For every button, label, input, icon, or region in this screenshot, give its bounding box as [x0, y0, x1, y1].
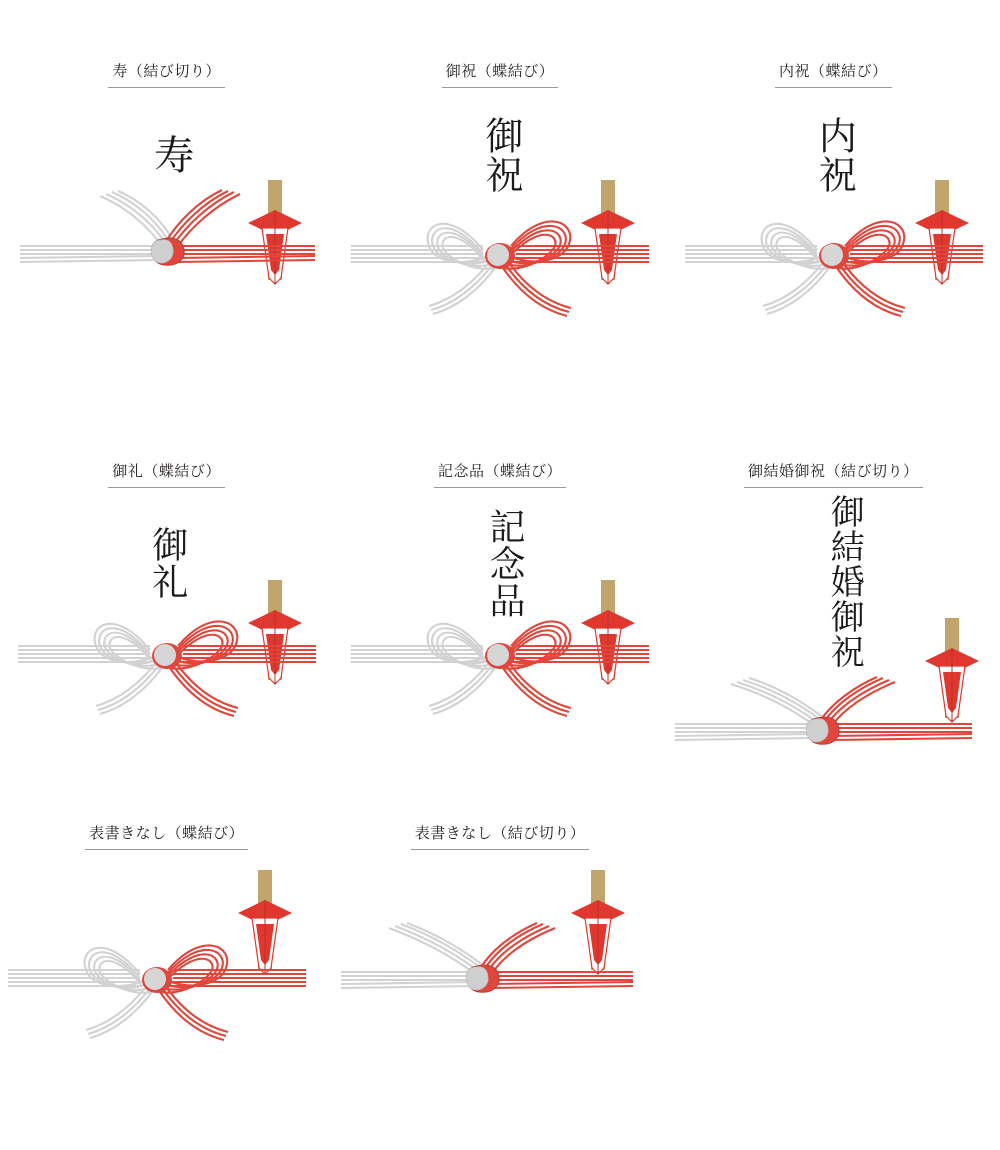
omotegaki-title: 内祝 [812, 116, 857, 194]
omotegaki-title: 御礼 [146, 526, 188, 600]
noshi-card-kotobuki-musubikiri [0, 0, 333, 400]
noshi-ornament [581, 580, 635, 684]
caption [333, 800, 666, 850]
mizuhiki-silver-left [685, 224, 829, 314]
caption-label: 内祝（蝶結び） [775, 60, 892, 88]
noshi-artwork [0, 88, 333, 388]
noshi-artwork [667, 488, 1000, 788]
caption [0, 400, 333, 488]
caption-label: 御礼（蝶結び） [108, 460, 225, 488]
caption-label: 表書きなし（蝶結び） [85, 822, 248, 850]
mizuhiki-silver-left [351, 624, 495, 714]
noshi-artwork [0, 850, 333, 1150]
caption [667, 0, 1000, 88]
caption [0, 0, 333, 88]
omotegaki-title: 御結婚御祝 [824, 494, 865, 669]
caption [667, 400, 1000, 488]
omotegaki-title: 寿 [147, 134, 194, 175]
noshi-card-nashi-musubikiri [333, 800, 666, 1107]
mizuhiki-knot [819, 243, 849, 269]
mizuhiki-chomusubi-svg [0, 850, 333, 1110]
mizuhiki-silver-left [8, 948, 152, 1038]
caption [333, 0, 666, 88]
caption-label: 御祝（蝶結び） [442, 60, 559, 88]
noshi-ornament [248, 580, 302, 684]
noshi-ornament [915, 180, 969, 284]
mizuhiki-knot [152, 643, 182, 669]
caption-label: 表書きなし（結び切り） [411, 822, 590, 850]
noshi-card-uchiiwai-chomusubi [667, 0, 1000, 400]
mizuhiki-red-right [480, 923, 633, 988]
caption [333, 400, 666, 488]
noshi-ornament [581, 180, 635, 284]
noshi-card-kinenhin-chomusubi [333, 400, 666, 800]
mizuhiki-silver-left [18, 624, 162, 714]
noshi-artwork [667, 88, 1000, 388]
noshi-card-oiwai-chomusubi [333, 0, 666, 400]
mizuhiki-musubikiri-svg [333, 850, 666, 1110]
mizuhiki-knot [467, 965, 500, 992]
mizuhiki-musubikiri-svg [0, 88, 333, 388]
noshi-ornament [238, 870, 292, 974]
mizuhiki-knot [806, 717, 839, 744]
mizuhiki-silver-left [351, 224, 495, 314]
noshi-artwork [333, 88, 666, 388]
noshi-card-orei-chomusubi [0, 400, 333, 800]
omotegaki-title: 記念品 [484, 508, 526, 619]
caption-label: 御結婚御祝（結び切り） [744, 460, 923, 488]
mizuhiki-knot [142, 967, 172, 993]
mizuhiki-red-right [170, 621, 316, 716]
noshi-card-nashi-chomusubi [0, 800, 333, 1107]
mizuhiki-knot [151, 238, 184, 265]
caption-label: 記念品（蝶結び） [434, 460, 566, 488]
mizuhiki-red-right [503, 621, 649, 716]
caption-label: 寿（結び切り） [108, 60, 225, 88]
mizuhiki-red-right [837, 221, 983, 316]
noshi-artwork [333, 850, 666, 1150]
mizuhiki-knot [485, 243, 515, 269]
noshi-ornament [571, 870, 625, 974]
mizuhiki-red-right [503, 221, 649, 316]
caption [0, 800, 333, 850]
mizuhiki-red-right [160, 945, 306, 1040]
noshi-ornament [925, 618, 979, 722]
noshi-artwork [333, 488, 666, 788]
noshi-artwork [0, 488, 333, 788]
mizuhiki-knot [485, 643, 515, 669]
noshi-ornament [248, 180, 302, 284]
omotegaki-title: 御祝 [479, 116, 524, 194]
noshi-card-gokekkon-goiwai-musubikiri [667, 400, 1000, 800]
